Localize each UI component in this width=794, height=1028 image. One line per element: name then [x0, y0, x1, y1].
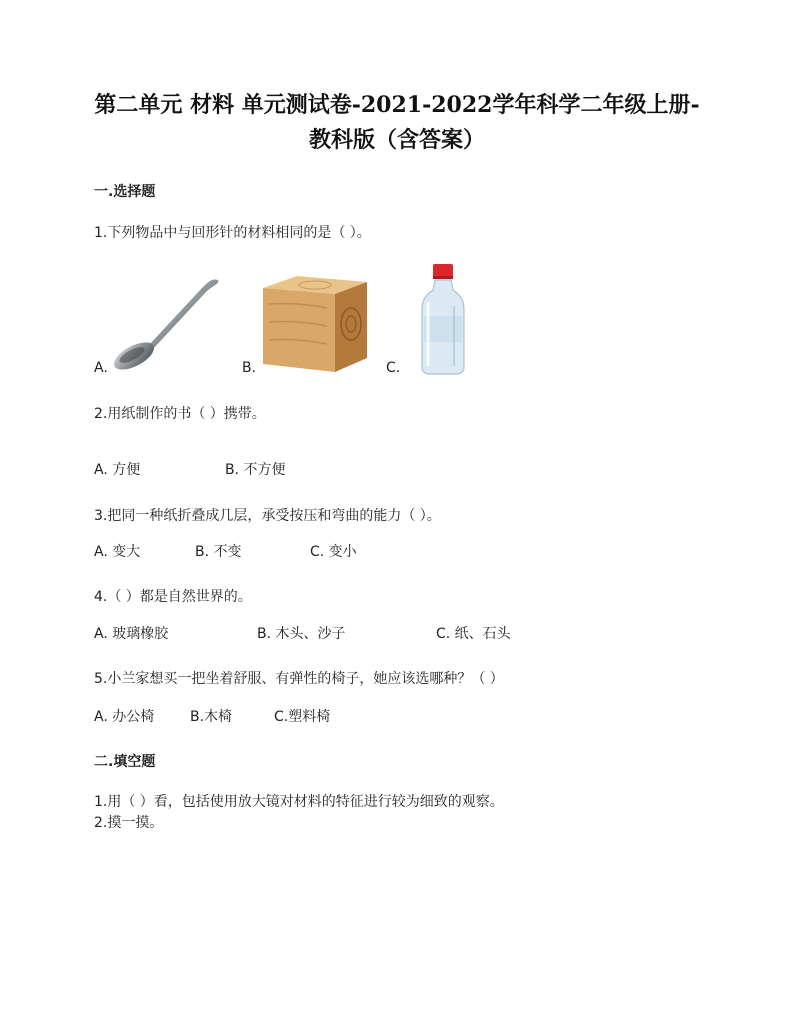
option-a-label: A.	[94, 360, 108, 376]
wooden-cube-image	[257, 272, 369, 374]
q3-option-c: C. 变小	[310, 544, 357, 560]
title-line-1: 第二单元 材料 单元测试卷-2021-2022学年科学二年级上册-	[94, 92, 700, 118]
question-2: 2.用纸制作的书（ ）携带。	[94, 406, 266, 422]
spoon-image	[108, 276, 226, 370]
q5-option-a: A. 办公椅	[94, 709, 155, 725]
question-1: 1.下列物品中与回形针的材料相同的是（ ）。	[94, 225, 371, 241]
q5-option-b: B.木椅	[190, 709, 233, 725]
option-b-label: B.	[242, 360, 257, 376]
question-4: 4.（ ）都是自然世界的。	[94, 589, 252, 605]
question-3: 3.把同一种纸折叠成几层，承受按压和弯曲的能力（ ）。	[94, 508, 441, 524]
option-c-label: C.	[386, 360, 401, 376]
q4-option-a: A. 玻璃橡胶	[94, 626, 169, 642]
fill-question-2: 2.摸一摸。	[94, 815, 164, 831]
q4-option-b: B. 木头、沙子	[257, 626, 346, 642]
page-title	[60, 88, 734, 158]
section-heading-fill: 二.填空题	[94, 754, 156, 770]
q4-option-c: C. 纸、石头	[436, 626, 511, 642]
q2-option-b: B. 不方便	[225, 462, 286, 478]
section-heading-choice: 一.选择题	[94, 184, 156, 200]
fill-question-1: 1.用（ ）看，包括使用放大镜对材料的特征进行较为细致的观察。	[94, 794, 504, 810]
q3-option-a: A. 变大	[94, 544, 141, 560]
q3-option-b: B. 不变	[195, 544, 242, 560]
q2-option-a: A. 方便	[94, 462, 141, 478]
q5-option-c: C.塑料椅	[274, 709, 331, 725]
plastic-bottle-image	[418, 262, 468, 376]
title-line-2: 教科版（含答案）	[308, 127, 485, 153]
question-5: 5.小兰家想买一把坐着舒服、有弹性的椅子，她应该选哪种？（ ）	[94, 671, 504, 687]
